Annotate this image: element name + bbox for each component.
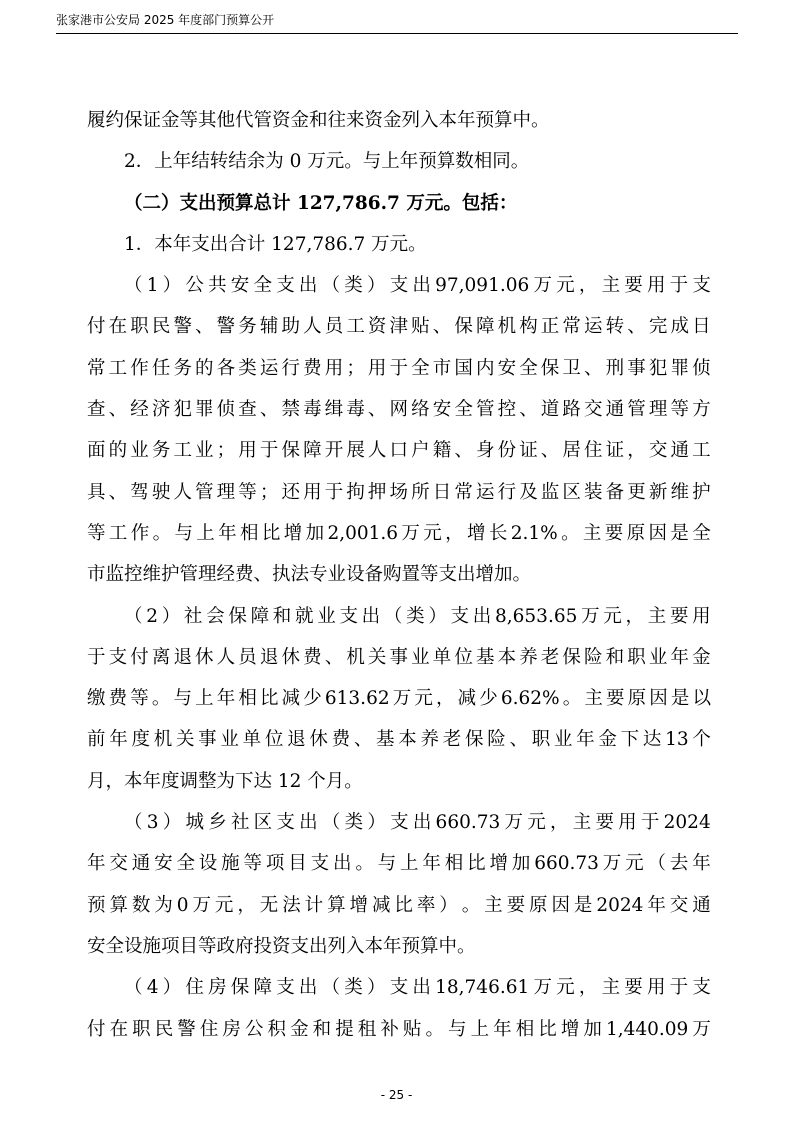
text-line: 缴 费 等 。 与 上 年 相 比 减 少 613.62 万 元 ， 减 少 6.62% 。 主 要 原 因 是 以 bbox=[87, 688, 711, 710]
text-line: 2．上年结转结余为 0 万元。与上年预算数相同。 bbox=[124, 151, 530, 173]
text-line: 于 支 付 离 退 休 人 员 退 休 费 、 机 关 事 业 单 位 基 本 养 老 保 险 和 职 业 年 金 bbox=[87, 646, 711, 668]
running-header: 张家港市公安局 2025 年度部门预算公开 bbox=[56, 13, 275, 27]
text-line: 1．本年支出合计 127,786.7 万元。 bbox=[124, 233, 427, 255]
text-line: 等 工 作 。 与 上 年 相 比 增 加 2,001.6 万 元 ， 增 长 2.1% 。 主 要 原 因 是 全 bbox=[87, 522, 711, 544]
text-line: 履约保证金等其他代管资金和往来资金列入本年预算中。 bbox=[87, 110, 550, 131]
text-line: 预 算 数 为 0 万 元 ， 无 法 计 算 增 减 比 率 ） 。 主 要 原 因 是 2024 年 交 通 bbox=[87, 894, 711, 916]
text-line: 年 交 通 安 全 设 施 等 项 目 支 出 。 与 上 年 相 比 增 加 660.73 万 元 （ 去 年 bbox=[87, 853, 711, 875]
document-body bbox=[87, 100, 711, 1050]
text-line: 付 在 职 民 警 住 房 公 积 金 和 提 租 补 贴 。 与 上 年 相 比 增 加 1,440.09 万 bbox=[87, 1018, 711, 1040]
text-line: 市监控维护管理经费、执法专业设备购置等支出增加。 bbox=[87, 564, 532, 586]
text-line: （ 3 ） 城 乡 社 区 支 出 （ 类 ） 支 出 660.73 万 元 ， 主 要 用 于 2024 bbox=[124, 812, 711, 834]
text-line: （ 2 ） 社 会 保 障 和 就 业 支 出 （ 类 ） 支 出 8,653.65 万 元 ， 主 要 用 bbox=[124, 605, 711, 627]
text-line: 月，本年度调整为下达 12 个月。 bbox=[87, 770, 363, 792]
text-line: 安全设施项目等政府投资支出列入本年预算中。 bbox=[87, 935, 476, 957]
text-line: 付 在 职 民 警 、 警 务 辅 助 人 员 工 资 津 贴 、 保 障 机 构 正 常 运 转 、 完 成 日 bbox=[87, 316, 711, 338]
text-line: 常 工 作 任 务 的 各 类 运 行 费 用 ； 用 于 全 市 国 内 安 全 保 卫 、 刑 事 犯 罪 侦 bbox=[87, 357, 711, 379]
text-line: 面 的 业 务 工 业 ； 用 于 保 障 开 展 人 口 户 籍 、 身 份 证 、 居 住 证 ， 交 通 工 bbox=[87, 440, 711, 462]
text-line: （ 4 ） 住 房 保 障 支 出 （ 类 ） 支 出 18,746.61 万 元 ， 主 要 用 于 支 bbox=[124, 977, 711, 999]
text-line: 查 、 经 济 犯 罪 侦 查 、 禁 毒 缉 毒 、 网 络 安 全 管 控 、 道 路 交 通 管 理 等 方 bbox=[87, 399, 711, 421]
text-line: （ 1 ） 公 共 安 全 支 出 （ 类 ） 支 出 97,091.06 万 元 ， 主 要 用 于 支 bbox=[124, 275, 711, 297]
text-line: 具 、 驾 驶 人 管 理 等 ； 还 用 于 拘 押 场 所 日 常 运 行 及 监 区 装 备 更 新 维 护 bbox=[87, 481, 711, 503]
section-heading-line: （二）支出预算总计 127,786.7 万元。包括： bbox=[124, 192, 518, 214]
page-number: - 25 - bbox=[380, 1088, 413, 1102]
text-line: 前 年 度 机 关 事 业 单 位 退 休 费 、 基 本 养 老 保 险 、 职 业 年 金 下 达 13 个 bbox=[87, 729, 711, 751]
header-divider bbox=[56, 33, 738, 34]
